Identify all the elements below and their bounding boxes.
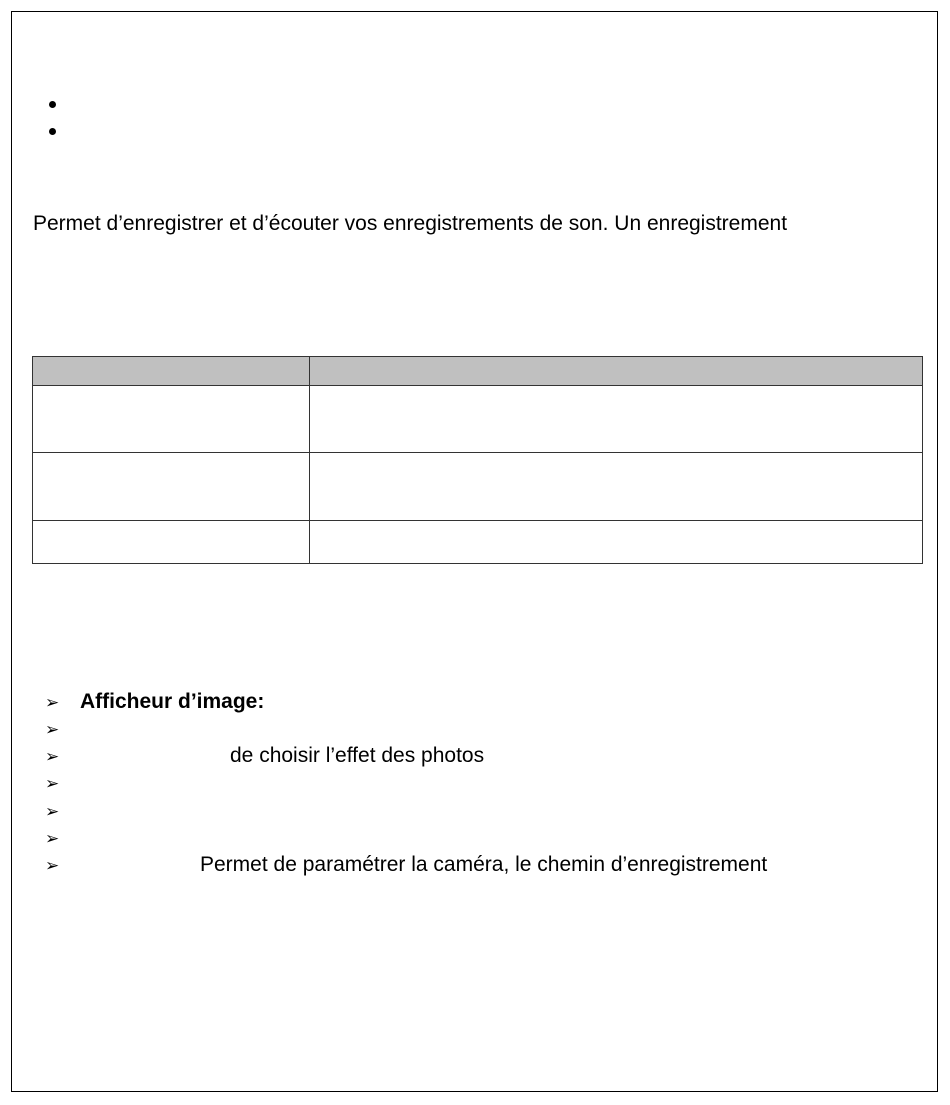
arrow-bullet-icon: ➢	[45, 747, 60, 766]
table-cell	[33, 453, 310, 520]
data-table	[32, 356, 923, 564]
arrow-bullet-icon: ➢	[45, 802, 60, 821]
table-cell	[33, 386, 310, 453]
table-row	[33, 453, 923, 520]
body-paragraph: Permet d’enregistrer et d’écouter vos enregistrements de son. Un enregistrement	[33, 212, 788, 235]
table-header-row	[33, 357, 923, 386]
table-cell	[33, 520, 310, 563]
arrow-bullet-icon: ➢	[45, 829, 60, 848]
bullet-point	[49, 128, 56, 135]
list-item-camera-settings: Permet de paramétrer la caméra, le chemin d’enregistrement	[200, 853, 768, 876]
arrow-bullet-icon: ➢	[45, 693, 60, 712]
arrow-bullet-icon: ➢	[45, 856, 60, 875]
list-item-photo-effect: de choisir l’effet des photos	[230, 744, 485, 767]
table-header-cell	[33, 357, 310, 386]
table-row	[33, 386, 923, 453]
arrow-bullet-icon: ➢	[45, 720, 60, 739]
table-cell	[310, 520, 923, 563]
table-cell	[310, 453, 923, 520]
table-cell	[310, 386, 923, 453]
table-row	[33, 520, 923, 563]
bullet-point	[49, 101, 56, 108]
list-item-image-viewer: Afficheur d’image:	[80, 690, 265, 713]
arrow-bullet-icon: ➢	[45, 774, 60, 793]
table-header-cell	[310, 357, 923, 386]
